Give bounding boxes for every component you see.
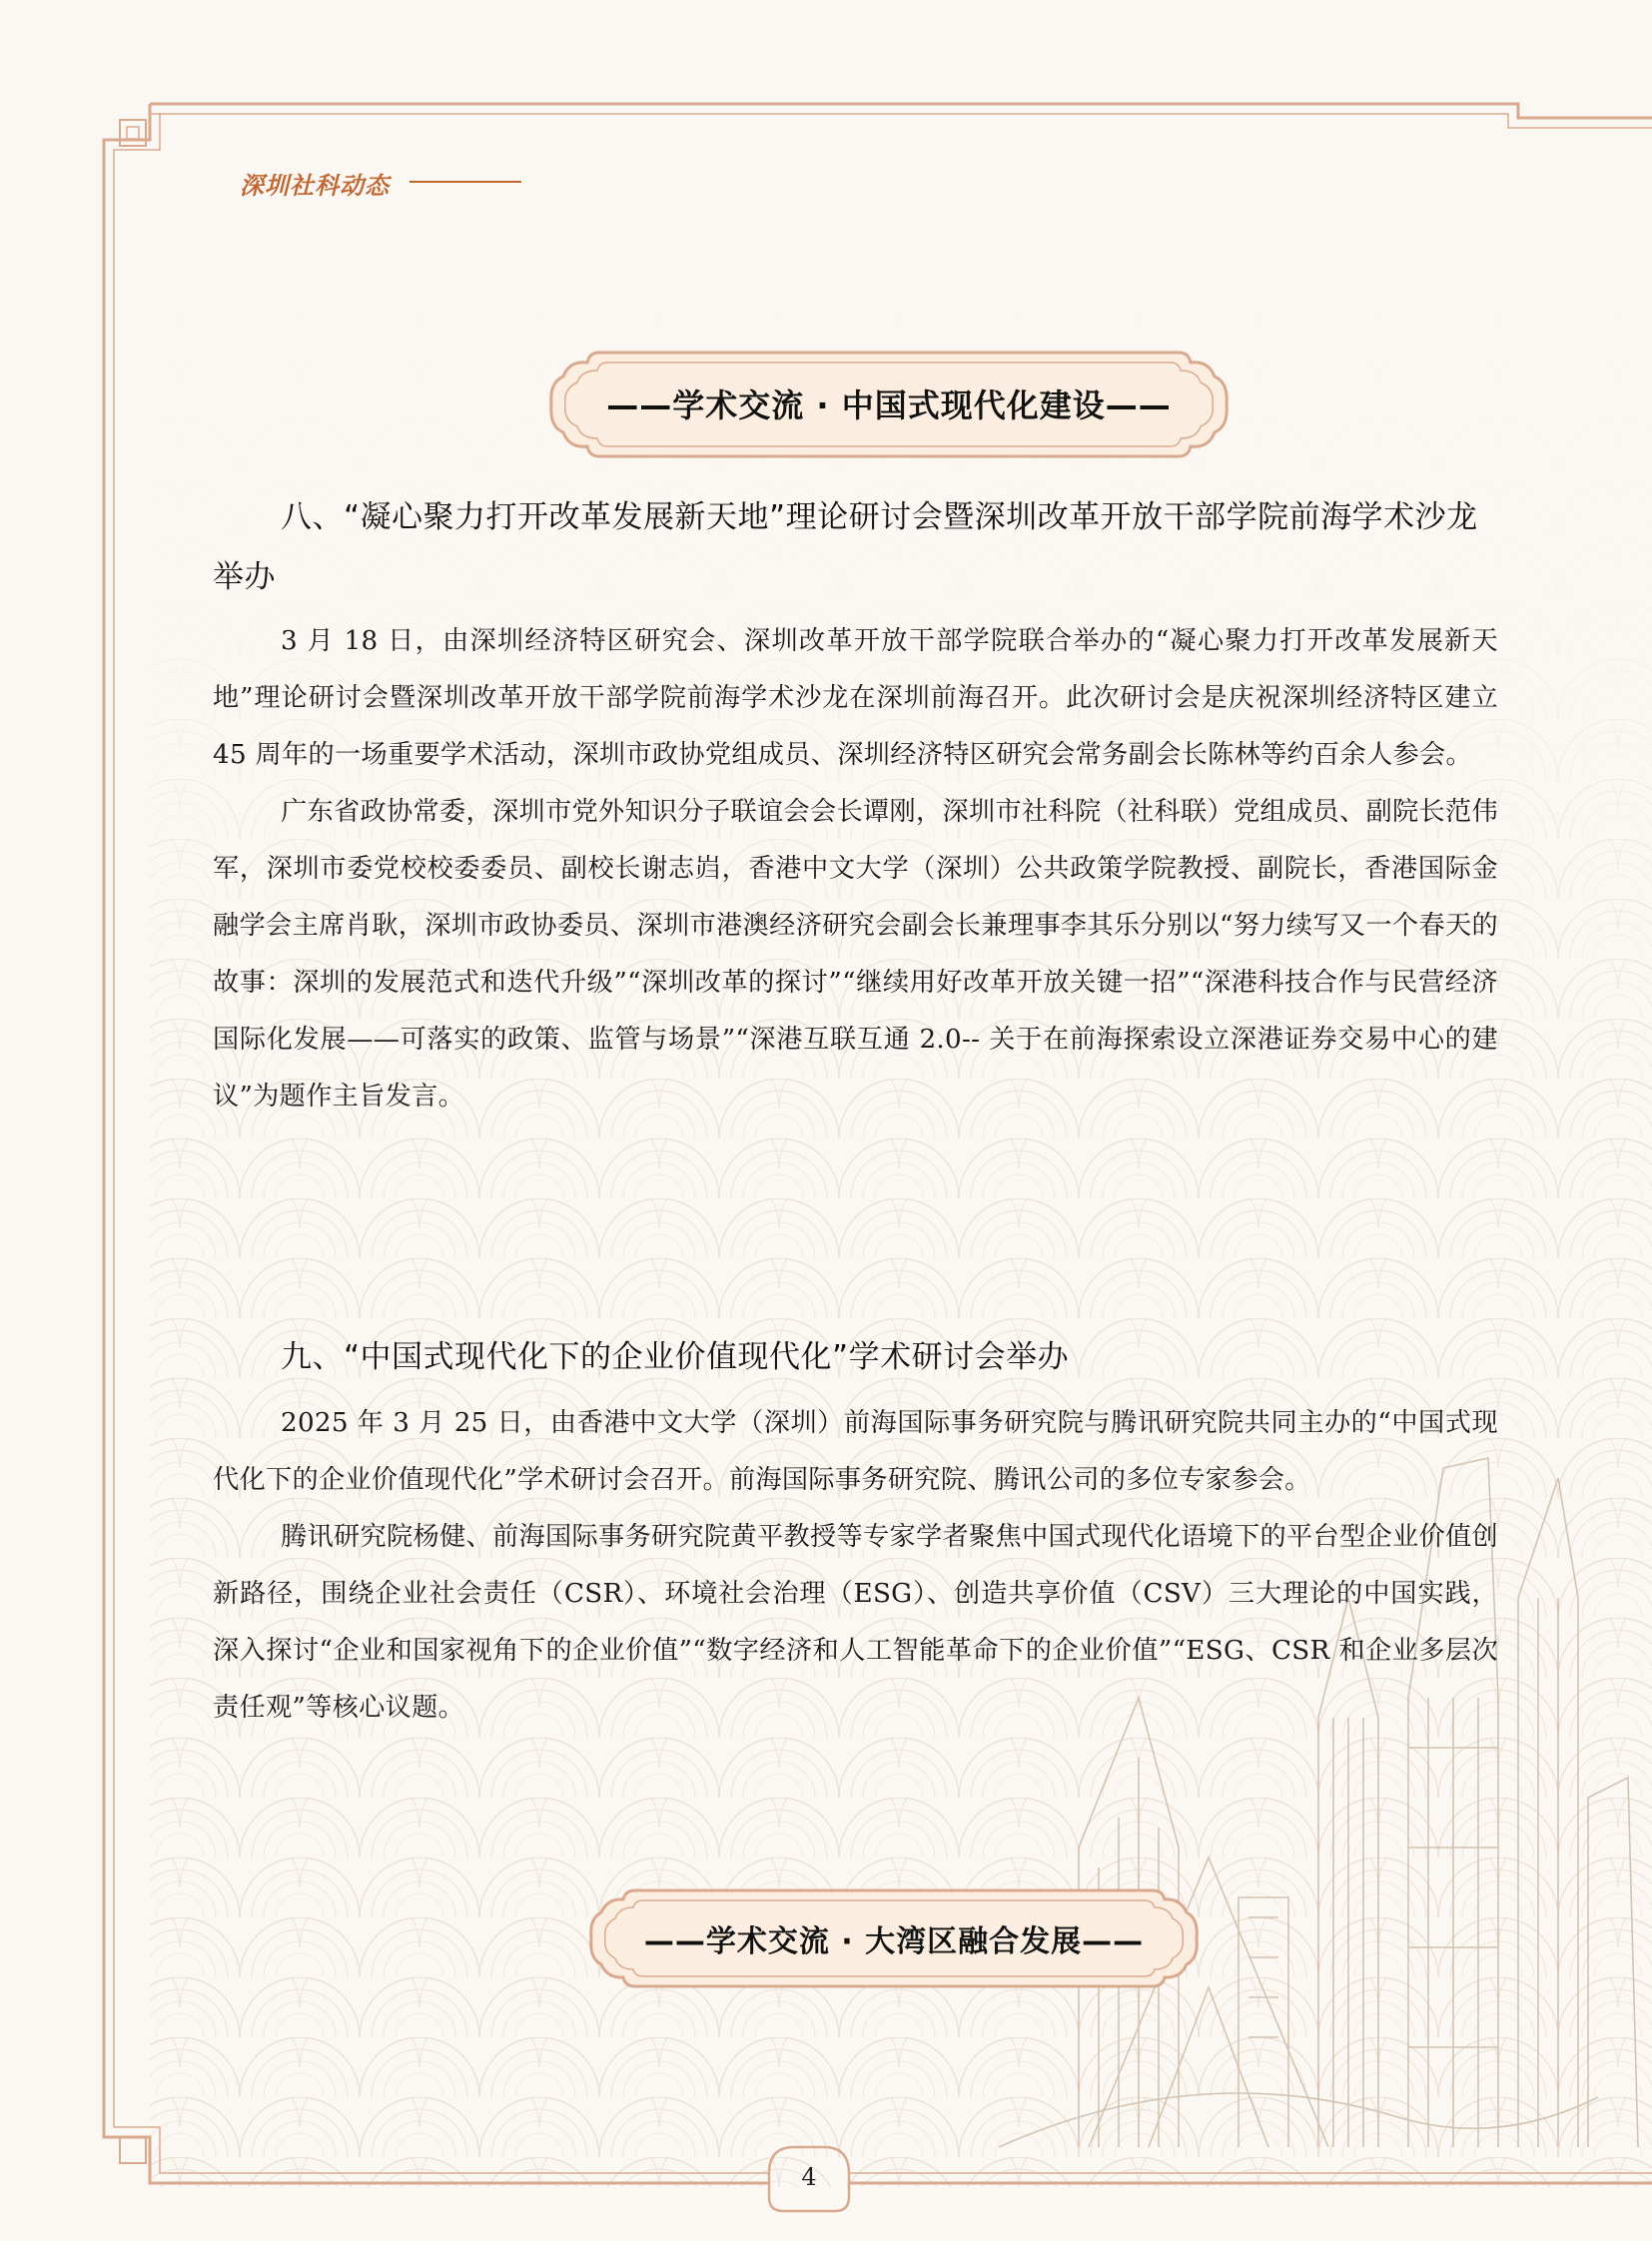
section-8-paragraph-1: 3 月 18 日，由深圳经济特区研究会、深圳改革开放干部学院联合举办的“凝心聚力打开改革发展新天地”理论研讨会暨深圳改革开放干部学院前海学术沙龙在深圳前海召开。此次研讨会是庆祝深圳经济特区建立 45 周年的一场重要学术活动，深圳市政协党组成员、深圳经济特区研究会常务副会长陈林等约百余人参会。 xyxy=(213,626,1498,770)
header-label: 深圳社科动态 xyxy=(240,172,390,200)
section-9 xyxy=(213,1327,1498,1737)
section-9-paragraph-2: 腾讯研究院杨健、前海国际事务研究院黄平教授等专家学者聚焦中国式现代化语境下的平台型企业价值创新路径，围绕企业社会责任（CSR）、环境社会治理（ESG）、创造共享价值（CSV）三大理论的中国实践，深入探讨“企业和国家视角下的企业价值”“数字经济和人工智能革命下的企业价值”“ESG、CSR 和企业多层次责任观”等核心议题。 xyxy=(213,1522,1498,1723)
section-9-paragraph-1: 2025 年 3 月 25 日，由香港中文大学（深圳）前海国际事务研究院与腾讯研究院共同主办的“中国式现代化下的企业价值现代化”学术研讨会召开。前海国际事务研究院、腾讯公司的多位专家参会。 xyxy=(213,1408,1498,1495)
section-9-title: 九、“中国式现代化下的企业价值现代化”学术研讨会举办 xyxy=(281,1339,1070,1375)
banner-title-top: ——学术交流 · 中国式现代化建设—— xyxy=(606,386,1172,424)
section-8-paragraph-2: 广东省政协常委，深圳市党外知识分子联谊会会长谭刚，深圳市社科院（社科联）党组成员、副院长范伟军，深圳市委党校校委委员、副校长谢志岿，香港中文大学（深圳）公共政策学院教授、副院长，香港国际金融学会主席肖耿，深圳市政协委员、深圳市港澳经济研究会副会长兼理事李其乐分别以“努力续写又一个春天的故事：深圳的发展范式和迭代升级”“深圳改革的探讨”“继续用好改革开放关键一招”“深港科技合作与民营经济国际化发展——可落实的政策、监管与场景”“深港互联互通 2.0-- 关于在前海探索设立深港证券交易中心的建议”为题作主旨发言。 xyxy=(213,797,1498,1112)
page-number: 4 xyxy=(801,2163,817,2191)
section-banner-bottom xyxy=(579,1880,1209,1996)
section-8 xyxy=(213,487,1498,1125)
banner-title-bottom: ——学术交流 · 大湾区融合发展—— xyxy=(643,1924,1145,1959)
header-rule xyxy=(410,181,521,183)
section-8-title: 八、“凝心聚力打开改革发展新天地”理论研讨会暨深圳改革开放干部学院前海学术沙龙举办 xyxy=(213,499,1478,595)
section-banner-top xyxy=(539,343,1239,466)
